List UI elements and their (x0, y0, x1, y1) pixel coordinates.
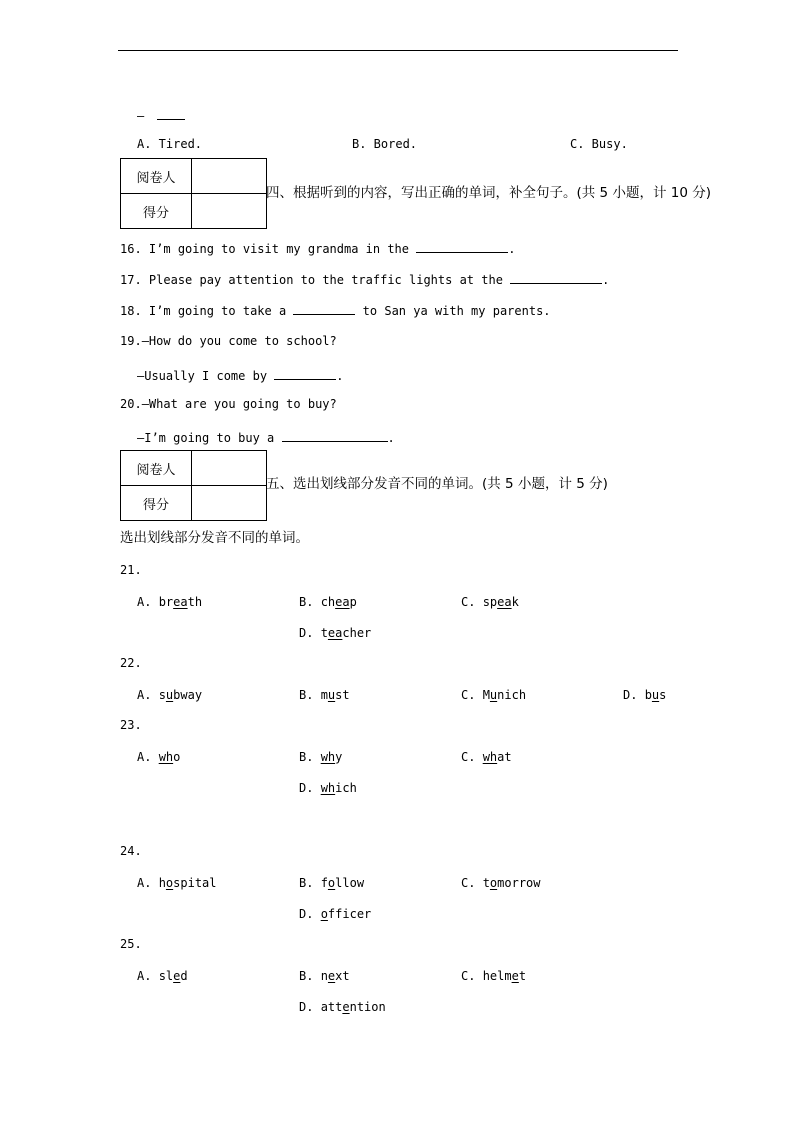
option-label: D. (299, 781, 321, 795)
question-24-option-c (461, 875, 541, 891)
underlined-letters: ea (497, 595, 512, 609)
question-23-option-d (299, 780, 357, 796)
underlined-letters: u (651, 688, 660, 702)
question-21-option-c (461, 594, 519, 610)
q20-blank (282, 429, 388, 442)
q19-blank (274, 367, 336, 380)
underlined-letters: o (320, 907, 328, 921)
section5-title: 五、选出划线部分发音不同的单词。(共 5 小题，计 5 分) (266, 476, 608, 492)
option-post: fficer (327, 907, 372, 921)
q15-option-a: A. Tired. (137, 137, 203, 151)
score-cell (192, 486, 267, 521)
question-22-number: 22. (120, 656, 142, 670)
option-post: bway (173, 688, 203, 702)
q16-number: 16. (120, 242, 142, 256)
question-25-option-b (299, 968, 350, 984)
q15-option-b: B. Bored. (352, 137, 418, 151)
question-25-option-c (461, 968, 526, 984)
option-post: ntion (349, 1000, 386, 1014)
q20-number: 20. (120, 397, 142, 411)
reviewer-label: 阅卷人 (121, 159, 192, 194)
option-label: D. (299, 626, 321, 640)
reviewer-cell (192, 159, 267, 194)
option-pre: f (320, 876, 328, 890)
question-22-option-b (299, 687, 350, 703)
score-label: 得分 (121, 486, 192, 521)
reviewer-cell (192, 451, 267, 486)
option-post: xt (335, 969, 350, 983)
option-post: y (335, 750, 343, 764)
question-21-option-d (299, 625, 371, 641)
option-pre: m (320, 688, 328, 702)
q20-line2 (137, 429, 395, 446)
question-23-option-b (299, 749, 342, 765)
option-post: k (511, 595, 519, 609)
underlined-letters: ea (335, 595, 350, 609)
option-label: C. (461, 969, 483, 983)
option-label: A. (137, 969, 159, 983)
option-label: A. (137, 876, 159, 890)
underlined-letters: wh (320, 781, 336, 795)
q15-blank (157, 107, 185, 120)
question-23-option-c (461, 749, 512, 765)
option-pre: t (320, 626, 328, 640)
reviewer-label: 阅卷人 (121, 451, 192, 486)
q20-question: —What are you going to buy? (141, 397, 337, 411)
q17 (120, 271, 609, 288)
option-pre: br (158, 595, 174, 609)
underlined-letters: o (165, 876, 174, 890)
option-label: B. (299, 688, 321, 702)
q19-answer-text: —Usually I come by (137, 369, 268, 383)
option-post: o (173, 750, 181, 764)
option-post: st (335, 688, 350, 702)
q18-text: I’m going to take a (148, 304, 287, 318)
option-pre: sl (158, 969, 174, 983)
q19-line1 (120, 333, 337, 349)
q19-number: 19. (120, 334, 142, 348)
option-label: C. (461, 750, 483, 764)
option-pre: helm (482, 969, 512, 983)
underlined-letters: o (327, 876, 336, 890)
option-pre: t (482, 876, 490, 890)
q18-end: to San ya with my parents. (362, 304, 551, 318)
section4-title: 四、根据听到的内容，写出正确的单词，补全句子。(共 5 小题，计 10 分) (266, 185, 711, 201)
question-21-option-a (137, 594, 202, 610)
q19-line2 (137, 367, 344, 384)
option-post: nich (497, 688, 527, 702)
score-cell (192, 194, 267, 229)
score-table-section5 (120, 450, 267, 521)
option-pre: n (320, 969, 328, 983)
underlined-letters: e (327, 969, 336, 983)
score-label: 得分 (121, 194, 192, 229)
option-label: D. (299, 1000, 321, 1014)
q16-text: I’m going to visit my grandma in the (148, 242, 410, 256)
q18-number: 18. (120, 304, 142, 318)
question-24-option-b (299, 875, 364, 891)
option-pre: ch (320, 595, 336, 609)
option-post: morrow (497, 876, 541, 890)
question-25-option-d (299, 999, 386, 1015)
option-label: B. (299, 595, 321, 609)
underlined-letters: ea (327, 626, 343, 640)
option-label: C. (461, 595, 483, 609)
underlined-letters: u (165, 688, 174, 702)
option-post: ich (335, 781, 357, 795)
question-23-number: 23. (120, 718, 142, 732)
option-label: D. (623, 688, 645, 702)
option-label: A. (137, 750, 159, 764)
underlined-letters: o (489, 876, 498, 890)
question-24-option-d (299, 906, 371, 922)
q18-blank (293, 302, 355, 315)
q16 (120, 240, 515, 257)
section5-instruction: 选出划线部分发音不同的单词。 (120, 530, 309, 546)
underlined-letters: e (173, 969, 181, 983)
q16-end: . (508, 242, 516, 256)
underlined-letters: wh (158, 750, 174, 764)
question-24-number: 24. (120, 844, 142, 858)
underlined-letters: wh (482, 750, 498, 764)
q15-answer-line (137, 107, 185, 124)
option-label: C. (461, 688, 483, 702)
q20-answer-text: —I’m going to buy a (137, 431, 275, 445)
option-pre: b (644, 688, 652, 702)
option-label: B. (299, 750, 321, 764)
question-21-option-b (299, 594, 357, 610)
option-pre: sp (482, 595, 498, 609)
question-25-option-a (137, 968, 188, 984)
underlined-letters: u (489, 688, 498, 702)
option-label: B. (299, 969, 321, 983)
option-post: d (180, 969, 188, 983)
option-label: A. (137, 688, 159, 702)
score-table-section4 (120, 158, 267, 229)
question-21-number: 21. (120, 563, 142, 577)
option-post: cher (342, 626, 372, 640)
q16-blank (416, 240, 508, 253)
underlined-letters: u (327, 688, 336, 702)
q20-line1 (120, 396, 337, 412)
option-label: C. (461, 876, 483, 890)
option-pre: att (320, 1000, 343, 1014)
question-22-option-c (461, 687, 526, 703)
q19-end: . (336, 369, 344, 383)
option-post: th (187, 595, 203, 609)
underlined-letters: e (511, 969, 519, 983)
q19-question: —How do you come to school? (141, 334, 337, 348)
q20-end: . (387, 431, 395, 445)
option-post: at (497, 750, 512, 764)
question-23-option-a (137, 749, 180, 765)
question-25-number: 25. (120, 937, 142, 951)
underlined-letters: wh (320, 750, 336, 764)
option-post: llow (335, 876, 365, 890)
option-label: D. (299, 907, 321, 921)
q17-text: Please pay attention to the traffic lights at the (148, 273, 503, 287)
underlined-letters: e (342, 1000, 350, 1014)
option-pre: h (158, 876, 166, 890)
q17-blank (510, 271, 602, 284)
option-post: p (349, 595, 357, 609)
option-pre: s (158, 688, 166, 702)
option-pre: M (482, 688, 490, 702)
q17-number: 17. (120, 273, 142, 287)
q15-option-c: C. Busy. (570, 137, 628, 151)
question-22-option-a (137, 687, 202, 703)
option-post: t (518, 969, 527, 983)
q17-end: . (602, 273, 610, 287)
option-post: spital (173, 876, 217, 890)
question-22-option-d (623, 687, 666, 703)
option-post: s (659, 688, 667, 702)
q18 (120, 302, 551, 319)
q15-dash: — (137, 109, 145, 123)
underlined-letters: ea (173, 595, 188, 609)
question-24-option-a (137, 875, 217, 891)
option-label: B. (299, 876, 321, 890)
header-rule (118, 50, 678, 51)
option-label: A. (137, 595, 159, 609)
